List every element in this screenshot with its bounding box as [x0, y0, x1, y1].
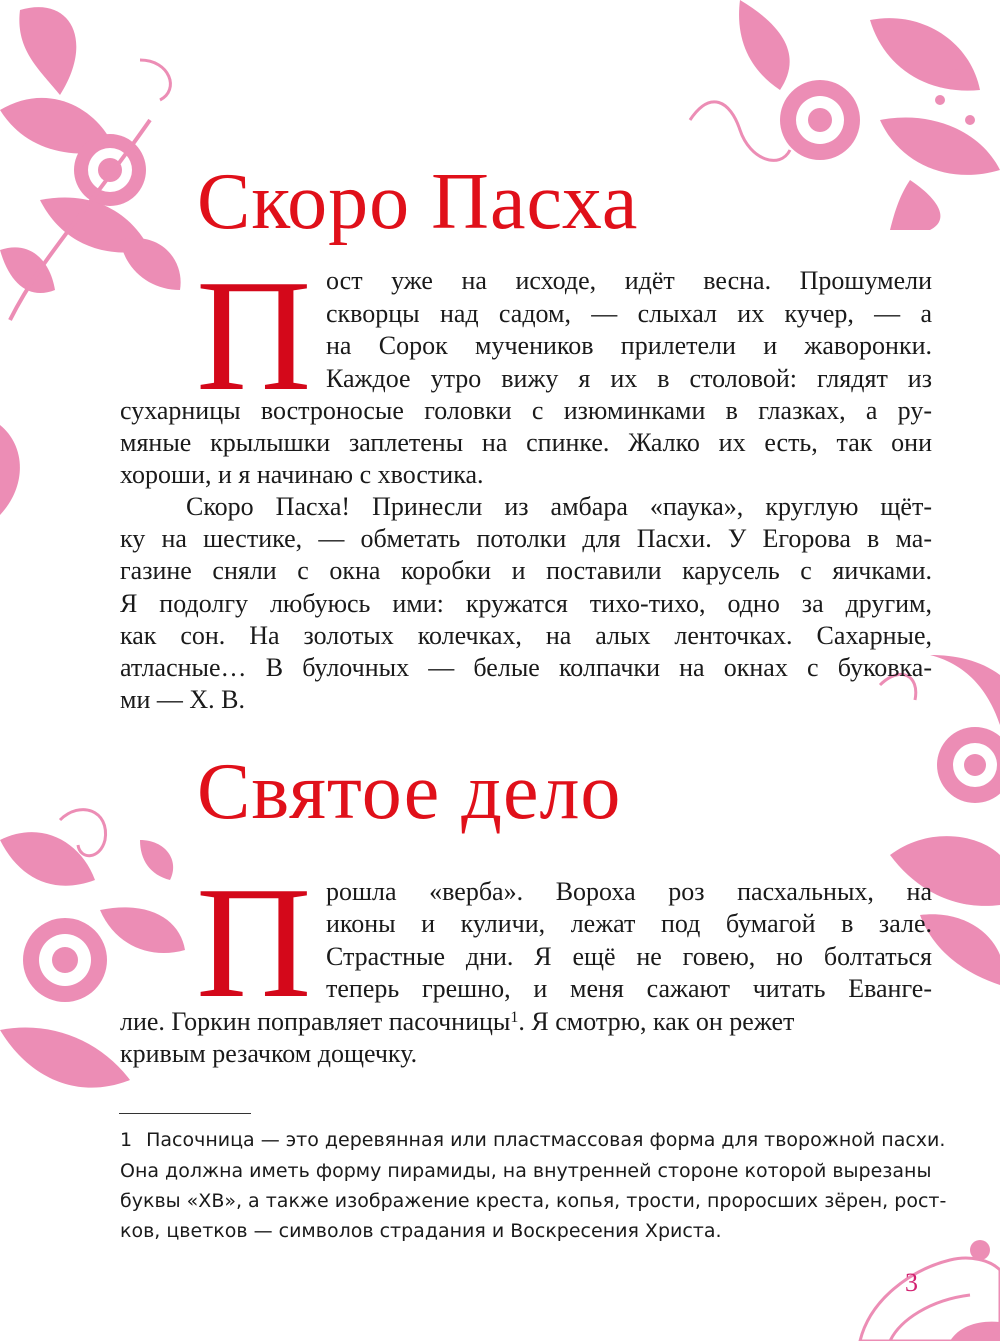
dropcap-letter: П — [196, 853, 312, 1031]
footnote-line: ков, цветков — символов страдания и Воскресения Христа. — [120, 1220, 722, 1242]
paragraph-line: Страстные дни. Я ещё не говею, но болтаться — [326, 942, 932, 971]
section-title-holy-deed: Святое дело — [197, 748, 622, 836]
footnote-text: Пасочница — это деревянная или пластмассовая форма для творожной пасхи. — [146, 1129, 946, 1151]
paragraph-line: ку на шестике, — обметать потолки для Пасхи. У Егорова в ма- — [120, 524, 932, 553]
paragraph-line: Я подолгу любуюсь ими: кружатся тихо-тихо, одно за другим, — [120, 589, 932, 618]
footnote-reference[interactable]: 1 — [510, 1009, 519, 1026]
paragraph-line: Скоро Пасха! Принесли из амбара «паука», круглую щёт- — [186, 492, 932, 521]
paragraph-line: газине сняли с окна коробки и поставили карусель с яичками. — [120, 556, 932, 585]
page-number: 3 — [905, 1268, 918, 1297]
floral-ornament-left-mid — [0, 425, 28, 515]
paragraph-line: на Сорок мучеников прилетели и жаворонки. — [326, 331, 932, 360]
footnote-line — [120, 1125, 945, 1155]
paragraph-line: сухарницы востроносые головки с изюминками в глазках, а ру- — [120, 396, 932, 425]
paragraph-line-with-footnote — [120, 1005, 932, 1038]
paragraph-line: как сон. На золотых колечках, на алых ленточках. Сахарные, — [120, 621, 932, 650]
paragraph-line: рошла «верба». Вороха роз пасхальных, на — [326, 877, 932, 906]
footnote-line: Она должна иметь форму пирамиды, на внутренней стороне которой вырезаны — [120, 1160, 932, 1182]
line-text-suffix: . Я смотрю, как он режет — [518, 1007, 795, 1036]
dropcap-letter: П — [196, 246, 312, 424]
paragraph-line: ми — Х. В. — [120, 685, 245, 714]
paragraph-line: хороши, и я начинаю с хвостика. — [120, 460, 484, 489]
floral-ornament-bottom-right — [850, 1230, 1000, 1341]
paragraph-line: Каждое утро вижу я их в столовой: глядят из — [326, 364, 932, 393]
paragraph-line: кривым резачком дощечку. — [120, 1039, 418, 1068]
paragraph-line: теперь грешно, и меня сажают читать Еванге- — [326, 974, 932, 1003]
paragraph-line: атласные… В булочных — белые колпачки на окнах с буковка- — [120, 653, 932, 682]
section-title-easter-soon: Скоро Пасха — [197, 158, 639, 246]
footnote-mark: 1 — [120, 1129, 133, 1151]
line-text: лие. Горкин поправляет пасочницы — [120, 1007, 511, 1036]
paragraph-line: скворцы над садом, — слыхал их кучер, — а — [326, 299, 932, 328]
floral-ornament-top-left — [0, 0, 190, 330]
footnote-divider — [119, 1113, 251, 1114]
floral-ornament-bottom-left — [0, 800, 190, 1120]
paragraph-line: мяные крылышки заплетены на спинке. Жалко их есть, так они — [120, 428, 932, 457]
floral-ornament-top-right — [680, 0, 1000, 230]
paragraph-line: иконы и куличи, лежат под бумагой в зале. — [326, 909, 932, 938]
paragraph-line: ост уже на исходе, идёт весна. Прошумели — [326, 266, 932, 295]
footnote-line: буквы «ХВ», а также изображение креста, копья, трости, проросших зёрен, рост- — [120, 1190, 947, 1212]
